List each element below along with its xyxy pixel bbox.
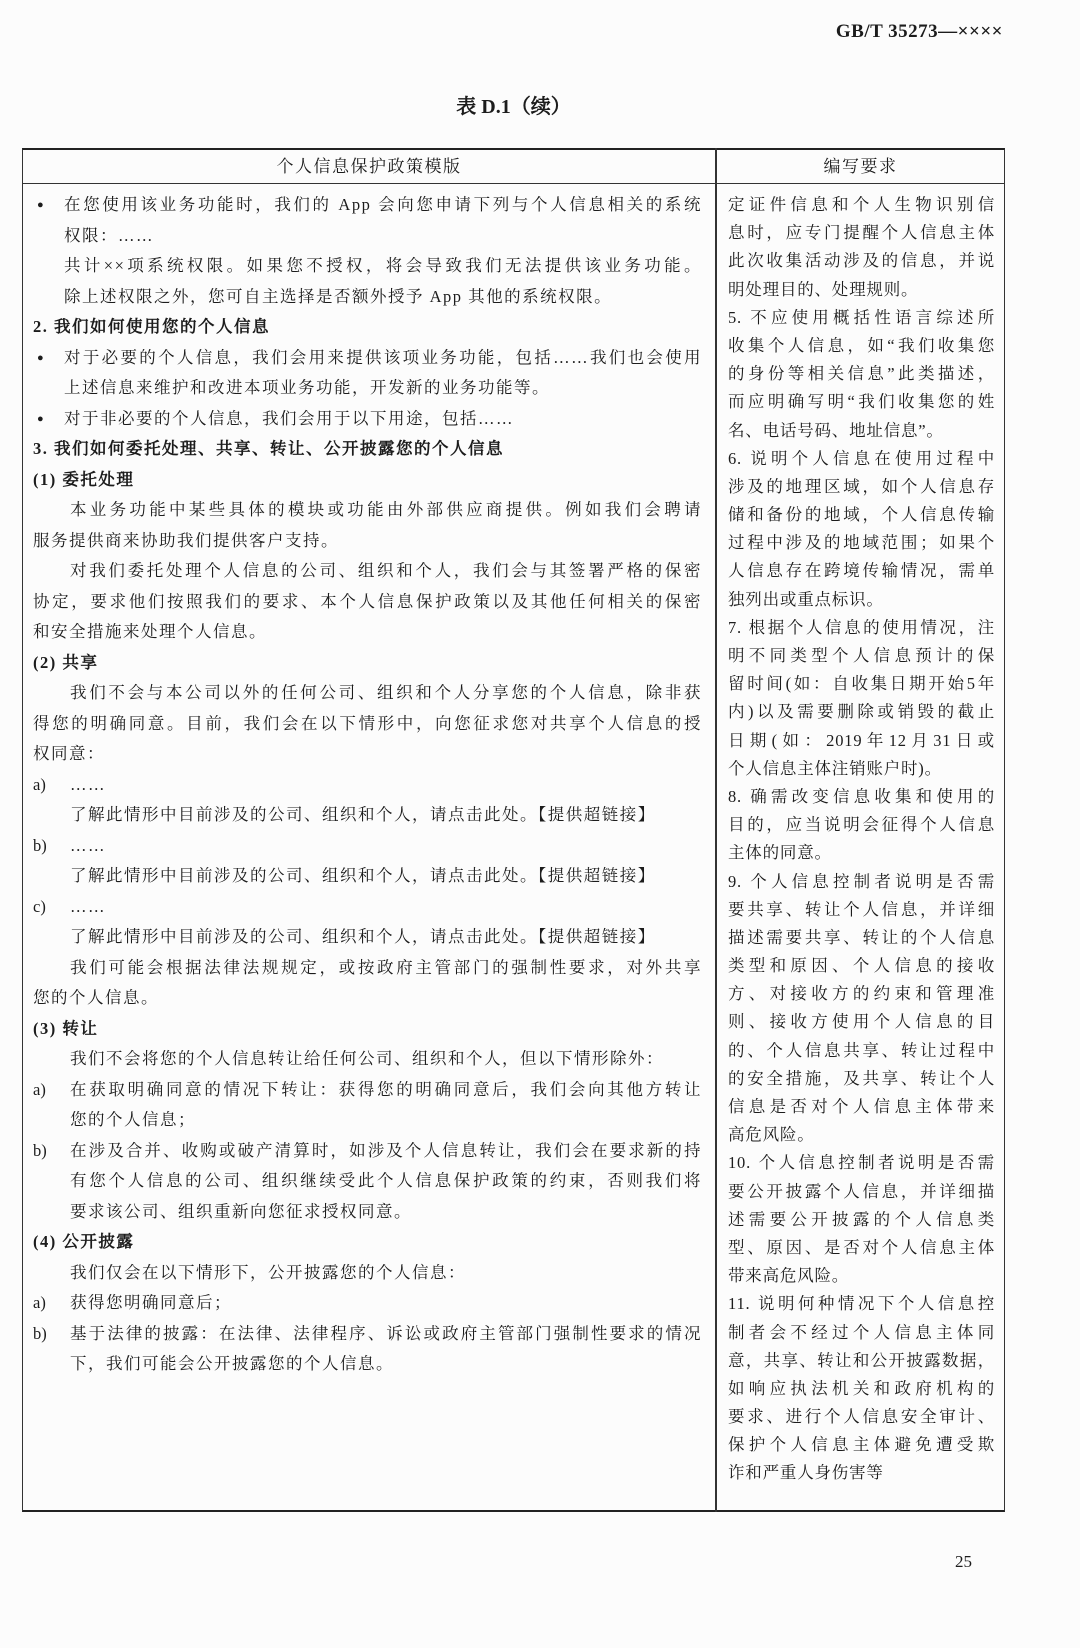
list-marker: a): [33, 1293, 46, 1312]
requirement-line: 收集个人信息，如“我们收集您: [728, 335, 995, 355]
paragraph-line: [33, 587, 702, 618]
line-text: 服务提供商来协助我们提供客户支持。: [33, 530, 339, 550]
subsection-heading: [33, 648, 702, 679]
line-text: 本业务功能中某些具体的模块或功能由外部供应商提供。例如我们会聘请: [70, 500, 702, 519]
requirement-line: 方、对接收方的约束和管理准: [728, 984, 995, 1004]
line-text: 了解此情形中目前涉及的公司、组织和个人，请点击此处。【提供超链接】: [70, 866, 656, 885]
subsection-heading: [33, 1227, 702, 1258]
requirement-line: 而应明确写明“我们收集您的姓: [728, 392, 995, 412]
list-continuation-line: [33, 922, 702, 953]
standard-code: GB/T 35273—××××: [835, 21, 1003, 42]
list-item-line: [33, 1288, 702, 1319]
header-row-divider: [22, 183, 1005, 184]
list-continuation-line: [33, 1349, 702, 1380]
line-text: 下，我们可能会公开披露您的个人信息。: [70, 1354, 394, 1373]
requirement-line: 息时，应专门提醒个人信息主体: [728, 223, 995, 243]
line-text: 了解此情形中目前涉及的公司、组织和个人，请点击此处。【提供超链接】: [70, 927, 656, 946]
line-text: 在获取明确同意的情况下转让：获得您的明确同意后，我们会向其他方转让: [70, 1079, 702, 1099]
list-marker: a): [33, 1079, 46, 1099]
list-continuation-line: [33, 1197, 702, 1228]
line-text: 对于必要的个人信息，我们会用来提供该项业务功能，包括……我们也会使用: [64, 347, 702, 367]
page-number: 25: [955, 1552, 972, 1571]
requirement-line: 带来高危风险。: [728, 1266, 850, 1286]
paragraph-line: [33, 1258, 702, 1289]
paragraph-line: [33, 526, 702, 557]
line-text: 除上述权限之外，您可自主选择是否额外授予 App 其他的系统权限。: [64, 286, 613, 306]
bullet-marker: ●: [37, 199, 44, 211]
line-text: 在您使用该业务功能时，我们的 App 会向您申请下列与个人信息相关的系统: [64, 195, 702, 214]
table-caption: 表 D.1（续）: [456, 96, 571, 118]
line-text: ……: [70, 896, 106, 916]
heading-text: (3) 转让: [33, 1018, 99, 1038]
requirement-line: 型、原因、是否对个人信息主体: [728, 1237, 995, 1257]
bullet-line: [33, 190, 702, 221]
paragraph-line: [33, 495, 702, 526]
list-marker: b): [33, 1323, 47, 1343]
line-text: 要求该公司、组织重新向您征求授权同意。: [70, 1201, 412, 1221]
requirement-line: 的安全措施，及共享、转让个人: [728, 1068, 995, 1088]
list-continuation-line: [33, 1105, 702, 1136]
line-text: 您的个人信息。: [33, 988, 159, 1007]
line-text: 协定，要求他们按照我们的要求、本个人信息保护政策以及其他任何相关的保密: [33, 591, 702, 611]
list-marker: b): [33, 1140, 47, 1160]
line-text: 获得您明确同意后；: [70, 1293, 232, 1312]
list-continuation-line: [33, 1166, 702, 1197]
list-marker: b): [33, 835, 47, 855]
paragraph-line: [33, 739, 702, 770]
column-divider: [715, 148, 717, 1512]
heading-text: 3. 我们如何委托处理、共享、转让、公开披露您的个人信息: [33, 439, 504, 458]
requirement-line: 保护个人信息主体避免遭受欺: [728, 1435, 995, 1455]
bullet-line: [33, 343, 702, 374]
heading-text: 2. 我们如何使用您的个人信息: [33, 317, 270, 336]
requirement-line: 定证件信息和个人生物识别信: [728, 195, 995, 214]
line-text: ……: [70, 774, 106, 794]
list-item-line: [33, 1075, 702, 1106]
list-continuation-line: [33, 800, 702, 831]
bullet-marker: ●: [37, 351, 44, 364]
requirement-line: 11. 说明何种情况下个人信息控: [728, 1294, 995, 1314]
list-marker: c): [33, 896, 46, 916]
line-text: 对我们委托处理个人信息的公司、组织和个人，我们会与其签署严格的保密: [70, 561, 702, 580]
requirement-line: 的、个人信息共享、转让过程中: [728, 1040, 995, 1060]
line-text: 在涉及合并、收购或破产清算时，如涉及个人信息转让，我们会在要求新的持: [70, 1140, 702, 1160]
paragraph-line: [33, 617, 702, 648]
paragraph-line: [33, 983, 702, 1014]
requirement-line: 高危风险。: [728, 1125, 815, 1145]
list-continuation-line: [33, 861, 702, 892]
requirement-line: 信息是否对个人信息主体带来: [728, 1097, 995, 1116]
requirement-line: 个人信息主体注销账户时)。: [728, 758, 942, 778]
line-text: 我们可能会根据法律法规规定，或按政府主管部门的强制性要求，对外共享: [70, 957, 702, 977]
requirement-line: 此次收集活动涉及的信息，并说: [728, 251, 995, 271]
requirement-line: 意，共享、转让和公开披露数据，: [728, 1350, 995, 1370]
paragraph-line: [33, 556, 702, 587]
subsection-heading: [33, 1014, 702, 1045]
list-item-line: [33, 770, 702, 801]
section-heading: [33, 434, 702, 465]
requirement-line: 描述需要共享、转让的个人信息: [728, 927, 995, 947]
list-item-line: [33, 892, 702, 923]
requirement-line: 储和备份的地域，个人信息传输: [728, 505, 995, 525]
requirement-line: 要共享、转让个人信息，并详细: [728, 899, 995, 919]
requirement-line: 内)以及需要删除或销毁的截止: [728, 702, 995, 722]
line-text: 得您的明确同意。目前，我们会在以下情形中，向您征求您对共享个人信息的授: [33, 713, 702, 733]
requirement-line: 日期(如：2019年12月31日或: [728, 730, 995, 750]
requirements-column: [728, 191, 995, 1488]
bullet-continuation-line: [33, 282, 702, 313]
line-text: 您的个人信息；: [70, 1110, 196, 1129]
column-header-requirements: 编写要求: [823, 157, 898, 176]
requirement-line: 要求、进行个人信息安全审计、: [728, 1407, 995, 1427]
requirement-line: 制者会不经过个人信息主体同: [728, 1322, 995, 1342]
line-text: 我们仅会在以下情形下，公开披露您的个人信息：: [70, 1262, 466, 1282]
requirement-line: 述需要公开披露的个人信息类: [728, 1209, 995, 1229]
paragraph-line: [33, 953, 702, 984]
requirement-line: 名、电话号码、地址信息”。: [728, 420, 944, 440]
requirement-line: 明处理目的、处理规则。: [728, 279, 919, 299]
line-text: 我们不会与本公司以外的任何公司、组织和个人分享您的个人信息，除非获: [70, 683, 702, 702]
requirement-line: 8. 确需改变信息收集和使用的: [728, 786, 995, 806]
heading-text: (1) 委托处理: [33, 469, 135, 489]
requirement-line: 要公开披露个人信息，并详细描: [728, 1181, 995, 1201]
requirement-line: 6. 说明个人信息在使用过程中: [728, 448, 995, 468]
requirement-line: 类型和原因、个人信息的接收: [728, 956, 995, 976]
subsection-heading: [33, 465, 702, 496]
heading-text: (4) 公开披露: [33, 1232, 135, 1251]
requirement-line: 5. 不应使用概括性语言综述所: [728, 307, 995, 327]
bullet-marker: ●: [37, 412, 44, 425]
paragraph-line: [33, 709, 702, 740]
requirement-line: 人信息存在跨境传输情况，需单: [728, 561, 995, 581]
bullet-continuation-line: [33, 221, 702, 252]
list-item-line: [33, 1319, 702, 1350]
requirement-line: 过程中涉及的地域范围；如果个: [728, 533, 995, 553]
line-text: 我们不会将您的个人信息转让给任何公司、组织和个人，但以下情形除外：: [70, 1049, 664, 1068]
bullet-continuation-line: [33, 251, 702, 282]
bullet-line: [33, 404, 702, 435]
requirement-line: 独列出或重点标识。: [728, 589, 884, 609]
paragraph-line: [33, 678, 702, 709]
line-text: 权同意：: [33, 744, 105, 763]
line-text: 上述信息来维护和改进本项业务功能，开发新的业务功能等。: [64, 378, 550, 397]
list-marker: a): [33, 774, 46, 794]
list-item-line: [33, 1136, 702, 1167]
column-header-template: 个人信息保护政策模版: [276, 157, 462, 176]
requirement-line: 诈和严重人身伤害等: [728, 1463, 884, 1483]
line-text: 有您个人信息的公司、组织继续受此个人信息保护政策的约束，否则我们将: [70, 1171, 702, 1190]
list-item-line: [33, 831, 702, 862]
line-text: ……: [70, 835, 106, 855]
line-text: 和安全措施来处理个人信息。: [33, 622, 267, 641]
bullet-continuation-line: [33, 373, 702, 404]
requirement-line: 主体的同意。: [728, 843, 832, 863]
line-text: 对于非必要的个人信息，我们会用于以下用途，包括……: [64, 408, 514, 428]
requirement-line: 7. 根据个人信息的使用情况，注: [728, 617, 995, 637]
line-text: 共计××项系统权限。如果您不授权，将会导致我们无法提供该业务功能。: [64, 256, 702, 275]
section-heading: [33, 312, 702, 343]
requirement-line: 9. 个人信息控制者说明是否需: [728, 871, 995, 891]
heading-text: (2) 共享: [33, 652, 99, 672]
requirement-line: 涉及的地理区域，如个人信息存: [728, 476, 995, 496]
requirement-line: 明不同类型个人信息预计的保: [728, 646, 995, 665]
requirement-line: 则、接收方使用个人信息的目: [728, 1012, 995, 1032]
line-text: 权限：……: [64, 225, 154, 245]
requirement-line: 留时间(如：自收集日期开始5年: [728, 674, 995, 694]
line-text: 了解此情形中目前涉及的公司、组织和个人，请点击此处。【提供超链接】: [70, 805, 656, 824]
requirement-line: 如响应执法机关和政府机构的: [728, 1378, 995, 1398]
requirement-line: 目的，应当说明会征得个人信息: [728, 815, 995, 835]
template-column: [33, 190, 702, 1380]
paragraph-line: [33, 1044, 702, 1075]
requirement-line: 10. 个人信息控制者说明是否需: [728, 1153, 995, 1173]
line-text: 基于法律的披露：在法律、法律程序、诉讼或政府主管部门强制性要求的情况: [70, 1323, 702, 1343]
requirement-line: 的身份等相关信息”此类描述，: [728, 364, 995, 384]
